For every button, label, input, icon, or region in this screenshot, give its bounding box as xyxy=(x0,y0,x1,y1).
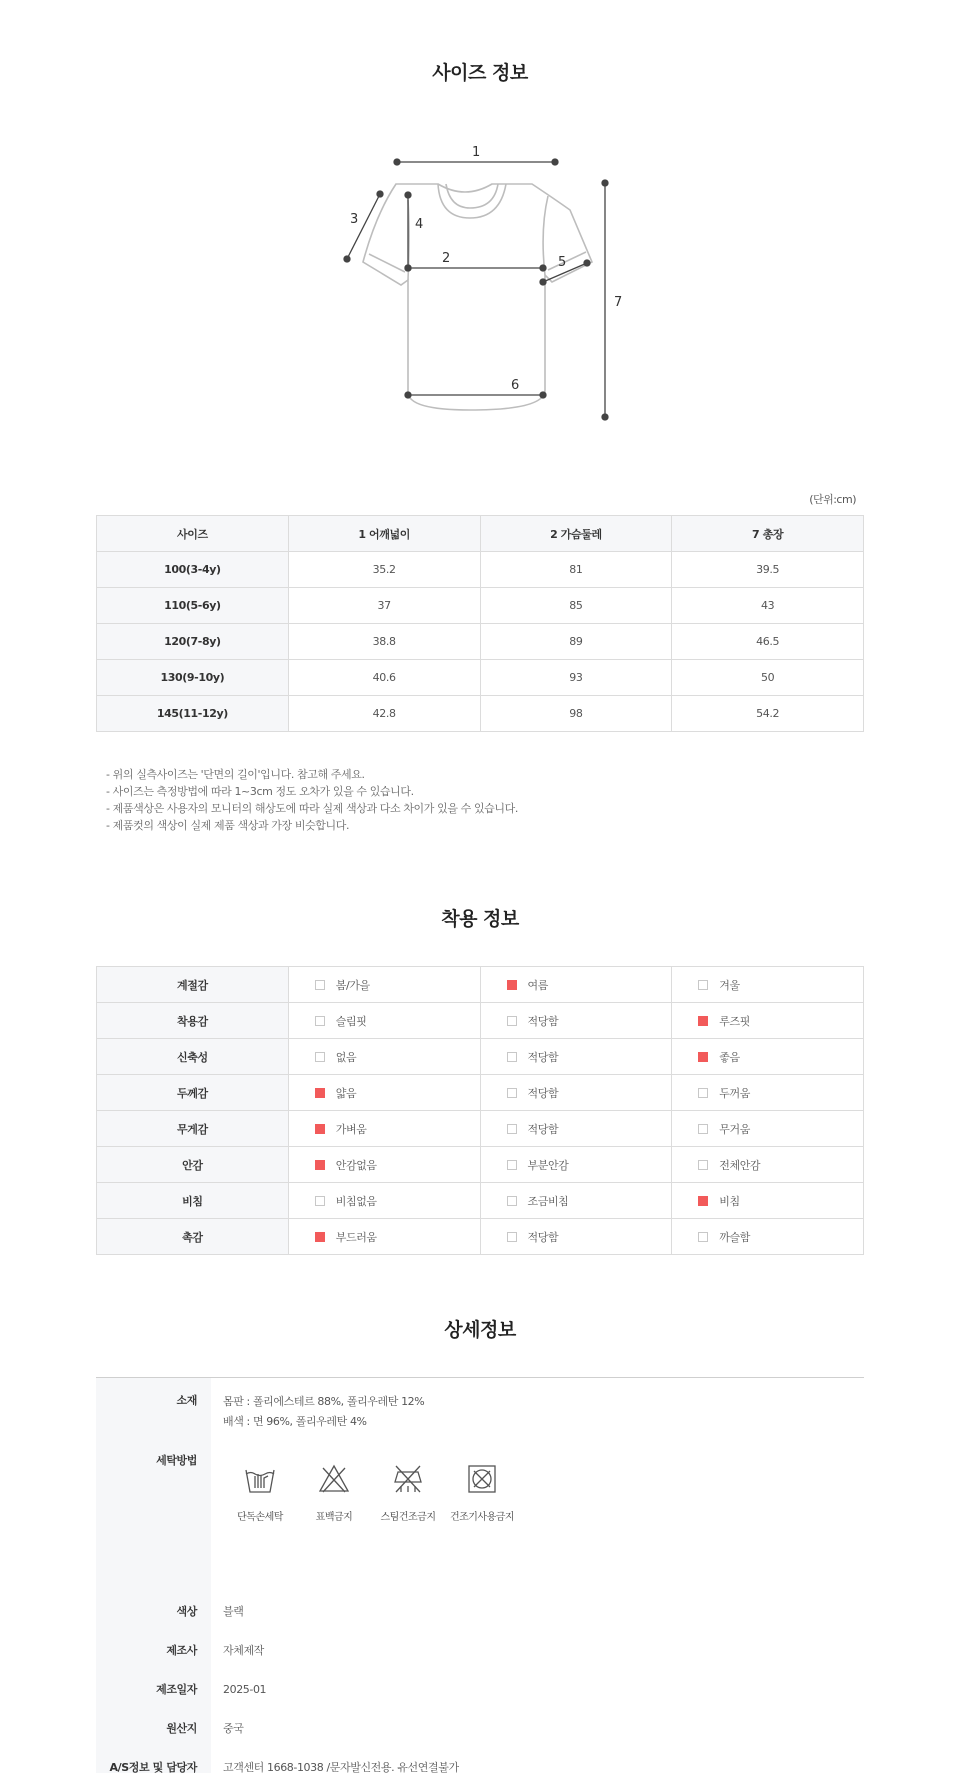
length-cell: 39.5 xyxy=(672,552,864,588)
header-shoulder: 1 어깨넓이 xyxy=(288,516,480,552)
fit-option-label: 적당함 xyxy=(527,1014,559,1028)
fit-option xyxy=(480,1183,672,1219)
diagram-label-2: 2 xyxy=(442,251,451,266)
detail-value: 자체제작 xyxy=(223,1644,264,1657)
checked-box-icon xyxy=(315,1124,325,1134)
material-row xyxy=(96,1378,864,1438)
table-row xyxy=(97,624,864,660)
diagram-label-3: 3 xyxy=(350,212,359,227)
detail-label: 색상 xyxy=(96,1592,211,1631)
fit-option xyxy=(288,1147,480,1183)
detail-value: 고객센터 1668-1038 /문자발신전용. 유선연결불가 xyxy=(223,1761,459,1773)
checked-box-icon xyxy=(315,1088,325,1098)
fit-row-label: 무게감 xyxy=(97,1111,289,1147)
diagram-label-6: 6 xyxy=(511,378,520,393)
fit-row-label: 신축성 xyxy=(97,1039,289,1075)
fit-row-label: 두께감 xyxy=(97,1075,289,1111)
chest-cell: 93 xyxy=(480,660,672,696)
note-line: - 제품색상은 사용자의 모니터의 해상도에 따라 실제 색상과 다소 차이가 있을 수 있습니다. xyxy=(106,802,518,815)
fit-row-label: 착용감 xyxy=(97,1003,289,1039)
fit-option xyxy=(288,1039,480,1075)
unchecked-box-icon xyxy=(315,1196,325,1206)
fit-option xyxy=(672,1147,864,1183)
fit-option-label: 가벼움 xyxy=(335,1122,367,1136)
fit-row-label: 안감 xyxy=(97,1147,289,1183)
fit-option-label: 부분안감 xyxy=(527,1158,569,1172)
fit-option xyxy=(288,967,480,1003)
detail-row xyxy=(96,1631,864,1670)
shoulder-cell: 40.6 xyxy=(288,660,480,696)
fit-option xyxy=(480,967,672,1003)
hand-wash-icon xyxy=(243,1462,277,1496)
size-cell: 145(11-12y) xyxy=(97,696,289,732)
chest-cell: 85 xyxy=(480,588,672,624)
header-size: 사이즈 xyxy=(97,516,289,552)
size-cell: 100(3-4y) xyxy=(97,552,289,588)
fit-option-label: 안감없음 xyxy=(335,1158,377,1172)
fit-row xyxy=(97,1075,864,1111)
fit-option-label: 적당함 xyxy=(527,1050,559,1064)
unchecked-box-icon xyxy=(698,980,708,990)
unchecked-box-icon xyxy=(698,1232,708,1242)
fit-option xyxy=(480,1003,672,1039)
wash-label-text: 단독손세탁 xyxy=(237,1512,283,1523)
table-row xyxy=(97,552,864,588)
fit-row xyxy=(97,1003,864,1039)
fit-row-label: 촉감 xyxy=(97,1219,289,1255)
checked-box-icon xyxy=(698,1016,708,1026)
fit-row xyxy=(97,1219,864,1255)
detail-row xyxy=(96,1709,864,1748)
material-line: 몸판 : 폴리에스테르 88%, 폴리우레탄 12% xyxy=(223,1395,425,1408)
wash-item xyxy=(371,1462,445,1523)
fit-option xyxy=(672,1183,864,1219)
length-cell: 46.5 xyxy=(672,624,864,660)
size-cell: 130(9-10y) xyxy=(97,660,289,696)
wash-row xyxy=(96,1438,864,1592)
size-table xyxy=(96,515,864,732)
unchecked-box-icon xyxy=(507,1052,517,1062)
chest-cell: 98 xyxy=(480,696,672,732)
fit-option xyxy=(672,1003,864,1039)
fit-table xyxy=(96,966,864,1255)
detail-row xyxy=(96,1748,864,1773)
fit-option xyxy=(480,1219,672,1255)
unchecked-box-icon xyxy=(507,1016,517,1026)
fit-option-label: 적당함 xyxy=(527,1230,559,1244)
fit-option-label: 비침 xyxy=(719,1194,740,1208)
fit-section-title: 착용 정보 xyxy=(441,908,519,930)
no-bleach-icon xyxy=(317,1462,351,1496)
chest-cell: 81 xyxy=(480,552,672,588)
fit-option-label: 슬림핏 xyxy=(335,1014,367,1028)
checked-box-icon xyxy=(698,1196,708,1206)
unchecked-box-icon xyxy=(507,1196,517,1206)
fit-row-label: 비침 xyxy=(97,1183,289,1219)
fit-row xyxy=(97,1039,864,1075)
detail-label: 제조일자 xyxy=(96,1670,211,1709)
unchecked-box-icon xyxy=(507,1124,517,1134)
note-line: - 제품컷의 색상이 실제 제품 색상과 가장 비슷합니다. xyxy=(106,819,350,832)
shoulder-cell: 37 xyxy=(288,588,480,624)
detail-label: 원산지 xyxy=(96,1709,211,1748)
table-row xyxy=(97,696,864,732)
fit-option-label: 조금비침 xyxy=(527,1194,569,1208)
unchecked-box-icon xyxy=(507,1160,517,1170)
diagram-label-7: 7 xyxy=(614,295,623,310)
fit-option xyxy=(672,1075,864,1111)
table-row xyxy=(97,660,864,696)
unchecked-box-icon xyxy=(698,1124,708,1134)
unchecked-box-icon xyxy=(698,1088,708,1098)
fit-option-label: 적당함 xyxy=(527,1086,559,1100)
fit-option xyxy=(480,1111,672,1147)
fit-option-label: 두꺼움 xyxy=(719,1086,750,1100)
fit-option-label: 겨울 xyxy=(719,978,740,992)
fit-row xyxy=(97,1147,864,1183)
fit-option-label: 전체안감 xyxy=(719,1158,761,1172)
fit-row-label: 계절감 xyxy=(97,967,289,1003)
checked-box-icon xyxy=(507,980,517,990)
note-line: - 위의 실측사이즈는 '단면의 길이'입니다. 참고해 주세요. xyxy=(106,768,365,781)
detail-value: 중국 xyxy=(223,1722,244,1735)
wash-label-text: 건조기사용금지 xyxy=(449,1512,515,1523)
diagram-label-5: 5 xyxy=(558,255,567,270)
fit-option xyxy=(672,1111,864,1147)
wash-label-text: 표백금지 xyxy=(315,1512,353,1523)
size-notes xyxy=(106,766,518,834)
fit-option-label: 루즈핏 xyxy=(719,1014,750,1028)
checked-box-icon xyxy=(698,1052,708,1062)
fit-option xyxy=(480,1147,672,1183)
unit-label: (단위:cm) xyxy=(809,493,856,506)
size-cell: 110(5-6y) xyxy=(97,588,289,624)
fit-option-label: 비침없음 xyxy=(335,1194,377,1208)
no-tumble-dry-icon xyxy=(465,1462,499,1496)
length-cell: 54.2 xyxy=(672,696,864,732)
note-line: - 사이즈는 측정방법에 따라 1~3cm 정도 오차가 있을 수 있습니다. xyxy=(106,785,414,798)
diagram-label-1: 1 xyxy=(472,145,481,160)
detail-label: 제조사 xyxy=(96,1631,211,1670)
fit-option-label: 부드러움 xyxy=(335,1230,377,1244)
unchecked-box-icon xyxy=(315,1016,325,1026)
detail-section-title: 상세정보 xyxy=(444,1319,516,1341)
fit-option xyxy=(288,1219,480,1255)
unchecked-box-icon xyxy=(507,1088,517,1098)
wash-item xyxy=(445,1462,519,1523)
detail-row xyxy=(96,1670,864,1709)
material-line: 배색 : 면 96%, 폴리우레탄 4% xyxy=(223,1415,367,1428)
shoulder-cell: 38.8 xyxy=(288,624,480,660)
detail-label: A/S정보 및 담당자 xyxy=(96,1748,211,1773)
length-cell: 43 xyxy=(672,588,864,624)
shoulder-cell: 42.8 xyxy=(288,696,480,732)
fit-option-label: 무거움 xyxy=(719,1122,750,1136)
length-cell: 50 xyxy=(672,660,864,696)
detail-table xyxy=(96,1377,864,1773)
size-cell: 120(7-8y) xyxy=(97,624,289,660)
header-chest: 2 가슴둘레 xyxy=(480,516,672,552)
no-steam-dry-icon xyxy=(391,1462,425,1496)
size-section-title: 사이즈 정보 xyxy=(432,62,528,84)
fit-option xyxy=(672,1039,864,1075)
fit-option xyxy=(288,1075,480,1111)
fit-option xyxy=(288,1183,480,1219)
wash-item xyxy=(223,1462,297,1523)
unchecked-box-icon xyxy=(315,1052,325,1062)
wash-label: 세탁방법 xyxy=(96,1438,211,1592)
fit-option xyxy=(480,1039,672,1075)
header-length: 7 총장 xyxy=(672,516,864,552)
unchecked-box-icon xyxy=(698,1160,708,1170)
detail-value: 2025-01 xyxy=(223,1683,267,1696)
wash-item xyxy=(297,1462,371,1523)
checked-box-icon xyxy=(315,1160,325,1170)
material-label: 소재 xyxy=(96,1378,211,1438)
fit-option-label: 여름 xyxy=(527,978,548,992)
fit-option xyxy=(288,1111,480,1147)
fit-option-label: 없음 xyxy=(335,1050,357,1064)
fit-option-label: 적당함 xyxy=(527,1122,559,1136)
fit-option-label: 좋음 xyxy=(719,1050,740,1064)
shoulder-cell: 35.2 xyxy=(288,552,480,588)
fit-row xyxy=(97,1111,864,1147)
fit-row xyxy=(97,967,864,1003)
fit-option-label: 까슬함 xyxy=(719,1230,750,1244)
fit-option-label: 봄/가을 xyxy=(335,978,370,992)
diagram-label-4: 4 xyxy=(415,217,424,232)
fit-option xyxy=(480,1075,672,1111)
checked-box-icon xyxy=(315,1232,325,1242)
wash-label-text: 스팀건조금지 xyxy=(380,1512,436,1523)
table-row xyxy=(97,588,864,624)
fit-row xyxy=(97,1183,864,1219)
fit-option xyxy=(672,967,864,1003)
fit-option xyxy=(672,1219,864,1255)
unchecked-box-icon xyxy=(315,980,325,990)
fit-option-label: 얇음 xyxy=(335,1086,357,1100)
chest-cell: 89 xyxy=(480,624,672,660)
size-table-header xyxy=(97,516,864,552)
detail-row xyxy=(96,1592,864,1631)
fit-option xyxy=(288,1003,480,1039)
tshirt-measurement-diagram xyxy=(330,130,630,430)
unchecked-box-icon xyxy=(507,1232,517,1242)
detail-value: 블랙 xyxy=(223,1605,244,1618)
